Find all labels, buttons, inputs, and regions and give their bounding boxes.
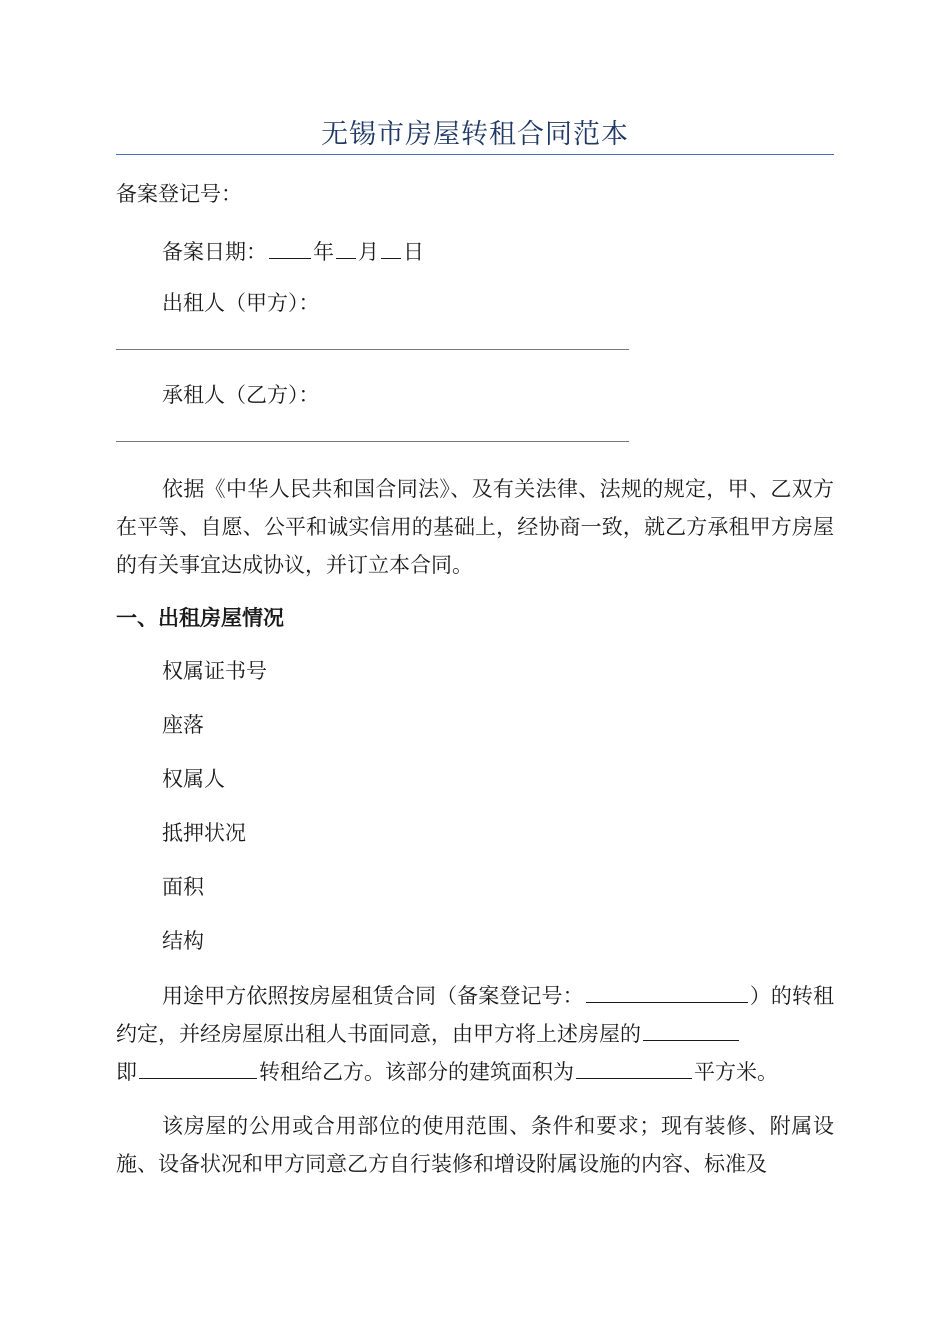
usage-text-5: 平方米。 [694, 1060, 778, 1084]
record-number-label: 备案登记号： [116, 182, 242, 206]
sublet-portion-blank[interactable] [643, 1020, 739, 1041]
document-title: 无锡市房屋转租合同范本 [321, 119, 629, 150]
facilities-paragraph: 该房屋的公用或合用部位的使用范围、条件和要求；现有装修、附属设施、设备状况和甲方同意乙方自行装修和增设附属设施的内容、标准及 [116, 1114, 834, 1176]
record-date-day: 日 [403, 240, 424, 264]
field-structure: 结构 [162, 929, 204, 953]
record-day-blank[interactable] [381, 238, 401, 259]
usage-text-1: 用途甲方依照按房屋租赁合同（备案登记号： [162, 984, 584, 1008]
usage-text-2: ）的转租约定，并经房屋原出租人书面同意，由甲方将上述房屋的 [116, 984, 835, 1046]
record-year-blank[interactable] [269, 238, 311, 259]
title-underline [116, 154, 834, 155]
lessee-fill-line[interactable] [116, 441, 629, 442]
section-heading-property: 一、出租房屋情况 [116, 605, 284, 630]
field-owner: 权属人 [162, 767, 225, 791]
lessor-fill-line[interactable] [116, 349, 629, 350]
record-date-label: 备案日期： [162, 240, 267, 264]
record-month-blank[interactable] [336, 238, 356, 259]
sublet-part-blank[interactable] [139, 1058, 257, 1079]
intro-paragraph: 依据《中华人民共和国合同法》、及有关法律、法规的规定，甲、乙双方在平等、自愿、公平和诚实信用的基础上，经协商一致，就乙方承租甲方房屋的有关事宜达成协议，并订立本合同。 [116, 477, 834, 577]
lessor-label: 出租人（甲方）： [162, 291, 320, 315]
field-ownership-cert: 权属证书号 [162, 659, 267, 683]
record-date-month: 月 [358, 240, 379, 264]
building-area-blank[interactable] [576, 1058, 692, 1079]
lessee-label: 承租人（乙方）： [162, 383, 320, 407]
lease-record-number-blank[interactable] [586, 982, 748, 1003]
usage-text-3: 即 [116, 1060, 137, 1084]
usage-paragraph [116, 977, 834, 1091]
field-location: 座落 [162, 713, 204, 737]
record-date-year: 年 [313, 240, 334, 264]
usage-text-4: 转租给乙方。该部分的建筑面积为 [259, 1060, 574, 1084]
field-mortgage-status: 抵押状况 [162, 821, 246, 845]
field-area: 面积 [162, 875, 204, 899]
record-date-line [162, 238, 424, 263]
